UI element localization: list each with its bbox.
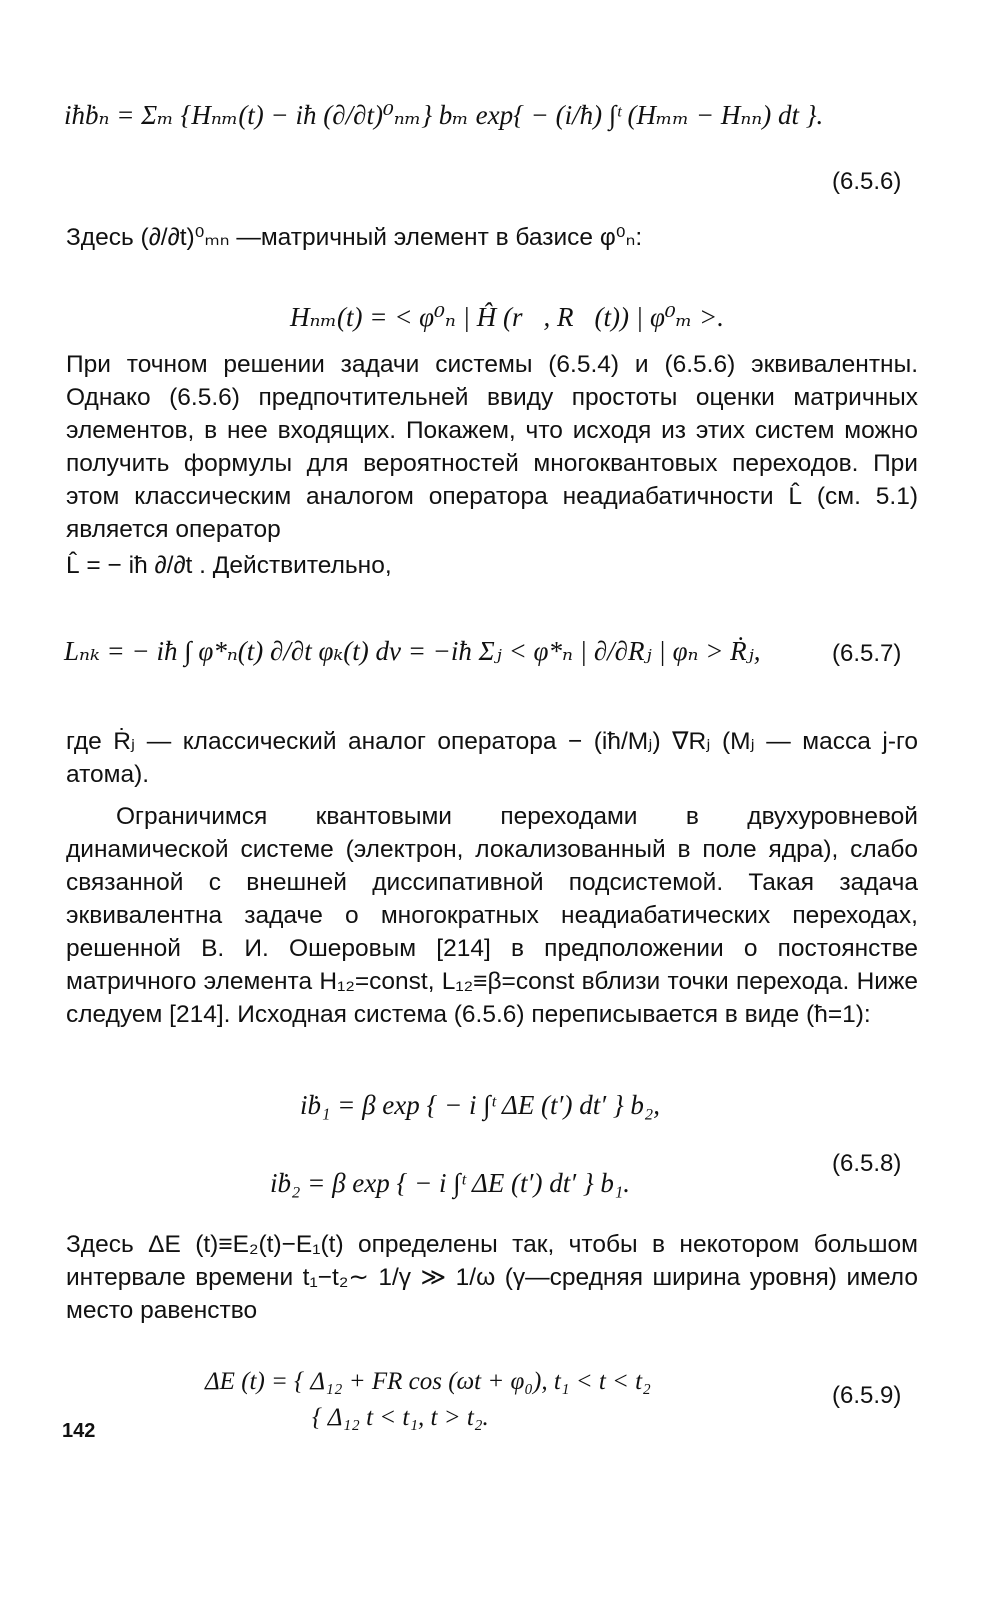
equation-number-6-5-6: (6.5.6) [832,168,902,195]
paragraph-3: Ограничимся квантовыми переходами в двухуровневой динамической системе (электрон, локализованный в поле ядра), слабо связанной с внешней диссипативной подсистемой. Такая задача эквивалентна задаче о многократных неадиабатических переходах, решенной В. И. Ошеровым [214] в предположении о постоянстве матричного элемента H₁₂=const, L₁₂≡β=const вблизи точки перехода. Ниже следуем [214]. Исходная система (6.5.6) переписывается в виде (ħ=1): [66,803,918,1028]
equation-6-5-9-line-1: ΔE (t) = { Δ₁₂ + FR cos (ωt + φ₀), t₁ < t < t₂ [205,1368,651,1395]
equation-6-5-7: Lₙₖ = − iħ ∫ φ*ₙ(t) ∂/∂t φₖ(t) dv = −iħ Σⱼ < φ*ₙ | ∂/∂Rⱼ | φₙ > Ṙⱼ, [64,636,761,666]
paragraph-1-tail: L̂ = − iħ ∂/∂t . Действительно, [66,552,392,579]
page-number: 142 [62,1420,96,1442]
paragraph-2: где Ṙⱼ — классический аналог оператора − (iħ/Mⱼ) ∇Rⱼ (Mⱼ — масса j-го атома). [66,728,918,788]
equation-number-6-5-8: (6.5.8) [832,1150,902,1177]
equation-number-6-5-9: (6.5.9) [832,1382,902,1409]
paragraph-4: Здесь ΔE (t)≡E₂(t)−E₁(t) определены так, чтобы в некотором большом интервале времени t₁−t₂∼ 1/γ ≫ 1/ω (γ—средняя ширина уровня) имело место равенство [66,1231,918,1324]
equation-6-5-8-line-1: iḃ₁ = β exp { − i ∫ᵗ ΔE (t′) dt′ } b₂, [300,1090,661,1120]
matrix-element-intro: Здесь (∂/∂t)⁰ₘₙ —матричный элемент в базисе φ⁰ₙ: [66,224,643,251]
paragraph-1: При точном решении задачи системы (6.5.4) и (6.5.6) эквивалентны. Однако (6.5.6) предпочтительней ввиду простоты оценки матричных элементов, в нее входящих. Покажем, что исходя из этих систем можно получить формулы для вероятностей многоквантовых переходов. При этом классическим аналогом оператора неадиабатичности L̂ (см. 5.1) является оператор [66,351,918,543]
equation-number-6-5-7: (6.5.7) [832,640,902,667]
equation-6-5-9-line-2: { Δ₁₂ t < t₁, t > t₂. [312,1404,489,1431]
equation-6-5-8-line-2: iḃ₂ = β exp { − i ∫ᵗ ΔE (t′) dt′ } b₁. [270,1168,631,1198]
equation-6-5-6: iħḃₙ = Σₘ {Hₙₘ(t) − iħ (∂/∂t)⁰ₙₘ} bₘ exp{ − (i/ħ) ∫ᵗ (Hₘₘ − Hₙₙ) dt }. [64,100,824,130]
equation-h-matrix: Hₙₘ(t) = < φ⁰ₙ | Ĥ (r⃗, R⃗(t)) | φ⁰ₘ >. [290,302,724,332]
